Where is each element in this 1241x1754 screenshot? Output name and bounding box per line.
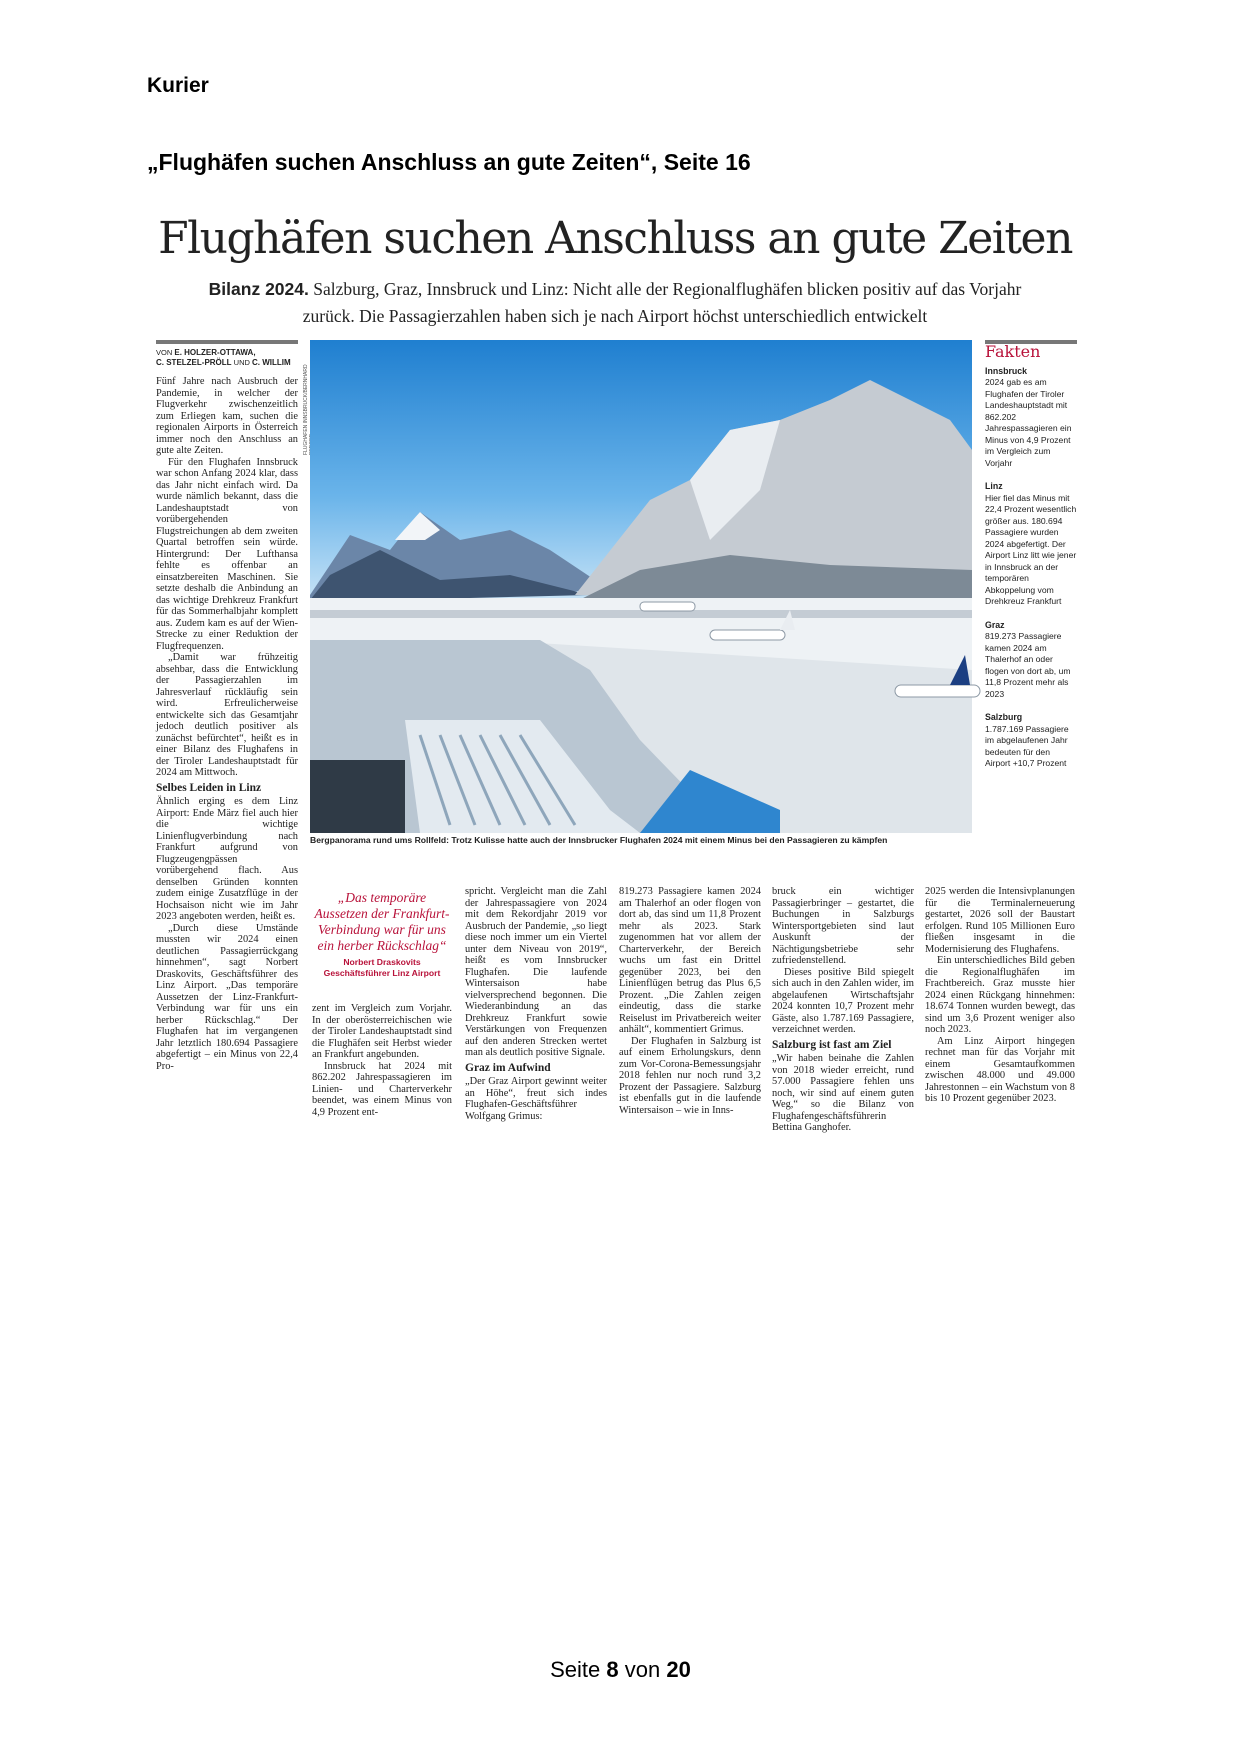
article-column-1	[156, 376, 298, 1072]
facts-text: 819.273 Passagiere kamen 2024 am Thalerhof an oder flogen von dort ab, um 11,8 Prozent mehr als 2023	[985, 631, 1071, 699]
photo-credit: FLUGHAFEN INNSBRUCK/BERNHARD	[303, 364, 309, 455]
byline-author: C. WILLIM	[252, 358, 291, 367]
article-headline: Flughäfen suchen Anschluss an gute Zeiten	[158, 213, 1072, 264]
article-column-3	[465, 886, 607, 1122]
facts-heading: Graz	[985, 619, 1005, 630]
subheading: Selbes Leiden in Linz	[156, 781, 262, 794]
facts-text: 2024 gab es am Flughafen der Tiroler Landeshauptstadt mit 862.202 Jahrespassagieren ein Minus von 4,9 Prozent im Vergleich zum Vorjahr	[985, 377, 1072, 468]
paragraph: „Damit war frühzeitig absehbar, dass die Entwicklung der Passagierzahlen im Jahresverlauf rückläufig sein wird. Erfreulicherweise entwickelte sich das Gesamtjahr jedoch deutlich positiver als zunächst befürchtet“, heißt es in einer Bilanz des Flughafens in der Tiroler Landeshauptstadt für 2024 am Mittwoch.	[156, 652, 298, 778]
quote-role: Geschäftsführer Linz Airport	[323, 968, 441, 978]
page-total: 20	[666, 1657, 691, 1682]
article-subline	[190, 276, 1040, 330]
page-mid: von	[624, 1657, 661, 1682]
facts-heading: Innsbruck	[985, 365, 1028, 376]
paragraph: Fünf Jahre nach Ausbruch der Pandemie, in welcher der Flugverkehr zwischenzeitlich zum Erliegen kam, suchen die regionalen Airports in Österreich immer noch den Anschluss an gute alte Zeiten.	[156, 376, 298, 456]
subheading: Salzburg ist fast am Ziel	[772, 1038, 892, 1051]
quote-text: „Das temporäre Aussetzen der Frankfurt-Verbindung war für uns ein herber Rückschlag“	[314, 890, 450, 953]
paragraph: „Durch diese Umstände mussten wir 2024 einen deutlichen Passagierrückgang hinnehmen“, sagt Norbert Draskovits, Geschäftsführer des Linz Airport. „Das temporäre Aussetzen der Linz-Frankfurt-Verbindung war für uns ein herber Rückschlag.“ Der Flughafen hat im vergangenen Jahr letztlich 180.694 Passagiere abgefertigt – ein Minus von 22,4 Pro-	[156, 922, 298, 1072]
page-prefix: Seite	[550, 1657, 601, 1682]
paragraph: spricht. Vergleicht man die Zahl der Jahrespassagiere von 2024 mit dem Rekordjahr 2019 vor Ausbruch der Pandemie, „so liegt diese noch immer um ein Viertel unter dem Niveau von 2019“, heißt es vom Innsbrucker Flughafen. Die laufende Wintersaison habe vielversprechend begonnen. Die Wiederanbindung an das Drehkreuz Frankfurt sowie Verstärkungen von Frequenzen auf den anderen Strecken wertet man als deutlich positive Signale.	[465, 886, 607, 1058]
pull-quote	[312, 890, 452, 979]
paragraph: Ein unterschiedliches Bild geben die Regionalflughäfen im Frachtbereich. Graz musste hier 2024 einen Rückgang hinnehmen: 18.674 Tonnen wurden bewegt, das sind um 3,6 Prozent weniger also noch 2023.	[925, 955, 1075, 1035]
paragraph: zent im Vergleich zum Vorjahr. In der oberösterreichischen wie der Tiroler Landeshauptstadt sind die Flughäfen seit Herbst wieder an Frankfurt angebunden.	[312, 1003, 452, 1060]
article-column-4	[619, 886, 761, 1116]
facts-heading: Salzburg	[985, 712, 1023, 722]
facts-box	[985, 340, 1077, 782]
paragraph: „Wir haben beinahe die Zahlen von 2018 wieder erreicht, rund 57.000 Passagiere fehlen uns noch, wir sind auf einem guten Weg,“ so die Bilanz von Flughafengeschäftsführerin Bettina Ganghofer.	[772, 1053, 914, 1133]
paragraph: 2025 werden die Intensivplanungen für die Terminalerneuerung gestartet, 2026 soll der Baustart erfolgen. Rund 105 Millionen Euro fließen insgesamt in die Modernisierung des Flughafens.	[925, 886, 1075, 955]
paragraph: bruck ein wichtiger Passagierbringer – gestartet, die Buchungen in Salzburgs Wintersportgebieten sind laut Auskunft der Nächtigungsbetriebe sehr zufriedenstellend.	[772, 886, 914, 966]
paragraph: Der Flughafen in Salzburg ist auf einem Erholungskurs, denn zum Vor-Corona-Bemessungsjahr 2018 fehlen nur noch rund 3,2 Prozent der Passagiere. Salzburg ist ebenfalls gut in die laufende Wintersaison – wie in Inns-	[619, 1035, 761, 1116]
byline-author: E. HOLZER-OTTAWA,	[174, 348, 256, 357]
kicker: Bilanz 2024.	[208, 279, 309, 299]
photo-caption: Bergpanorama rund ums Rollfeld: Trotz Kulisse hatte auch der Innsbrucker Flughafen 2024 mit einem Minus bei den Passagieren zu kämpfen	[310, 835, 888, 845]
source-label: Kurier	[147, 74, 209, 97]
document-title: „Flughäfen suchen Anschluss an gute Zeiten“, Seite 16	[147, 149, 751, 175]
innsbruck-airport-image	[310, 340, 972, 833]
article-column-6	[925, 886, 1075, 1105]
byline-von: VON	[156, 348, 173, 357]
facts-text: Hier fiel das Minus mit 22,4 Prozent wesentlich größer aus. 180.694 Passagiere wurden 2024 abgefertigt. Der Airport Linz litt wie jener in Innsbruck an der temporären Abkoppelung vom Drehkreuz Frankfurt	[985, 492, 1077, 606]
paragraph: Ähnlich erging es dem Linz Airport: Ende März fiel auch hier die wichtige Linienflugverbindung nach Frankfurt aufgrund von Flugzeugengpässen vorübergehend flach. Aus denselben Gründen konnten zudem einige Zusatzflüge in der Hochsaison nicht wie im Jahr 2023 angeboten werden, heißt es.	[156, 796, 298, 922]
byline-und: UND	[233, 358, 250, 367]
paragraph: Am Linz Airport hingegen rechnet man für das Vorjahr mit einem Gesamtaufkommen zwischen 48.000 und 49.000 Jahrestonnen – ein Wachstum von 8 bis 10 Prozent gegenüber 2023.	[925, 1035, 1075, 1104]
facts-title: Fakten	[985, 342, 1041, 361]
paragraph: „Der Graz Airport gewinnt weiter an Höhe“, freut sich indes Flughafen-Geschäftsführer Wolfgang Grimus:	[465, 1076, 607, 1122]
column-rule	[156, 340, 298, 344]
subline-text: Salzburg, Graz, Innsbruck und Linz: Nicht alle der Regionalflughäfen blicken positiv auf das Vorjahr zurück. Die Passagierzahlen haben sich je nach Airport höchst unterschiedlich entwickelt	[302, 279, 1022, 326]
quote-author: Norbert Draskovits	[343, 957, 421, 967]
paragraph: 819.273 Passagiere kamen 2024 am Thalerhof an oder flogen von dort ab, das sind um 11,8 Prozent mehr als 2023. Stark zugenommen hat vor allem der Charterverkehr, der Bereich wuchs um fast ein Drittel gegenüber 2023, bei den Linienflügen betrug das Plus 6,5 Prozent. „Die Zahlen zeigen eindeutig, dass die starke Reiselust im Privatbereich weiter anhält“, kommentiert Grimus.	[619, 886, 761, 1035]
subheading: Graz im Aufwind	[465, 1061, 551, 1074]
facts-heading: Linz	[985, 481, 1003, 491]
page-current: 8	[606, 1657, 619, 1682]
article-column-5	[772, 886, 914, 1134]
byline	[156, 348, 301, 368]
airport-photo	[310, 340, 972, 833]
page-number	[0, 1657, 1241, 1683]
paragraph: Für den Flughafen Innsbruck war schon Anfang 2024 klar, dass das Jahr nicht einfach wird. Da wurde nämlich bekannt, dass die Landeshauptstadt von vorübergehenden Flugstreichungen ab dem zweiten Quartal betroffen sein würde. Hintergrund: Der Lufthansa fehlte es offenbar an einsatzbereiten Maschinen. Sie setzte deshalb die Anbindung an das wichtige Drehkreuz Frankfurt für das Sommerhalbjahr komplett aus. Zudem kam es auf der Wien-Strecke zu einer Reduktion der Flugfrequenzen.	[156, 456, 298, 652]
paragraph: Innsbruck hat 2024 mit 862.202 Jahrespassagieren im Linien- und Charterverkehr beendet, was einem Minus von 4,9 Prozent ent-	[312, 1060, 452, 1118]
byline-author: C. STELZEL-PRÖLL	[156, 358, 232, 367]
facts-text: 1.787.169 Passagiere im abgelaufenen Jahr bedeuten für den Airport +10,7 Prozent	[985, 723, 1069, 768]
article-column-2	[312, 1003, 452, 1118]
paragraph: Dieses positive Bild spiegelt sich auch in den Zahlen wider, im abgelaufenen Wirtschaftsjahr 2024 konnten 10,7 Prozent mehr Gäste, also 1.787.169 Passagiere, verzeichnet werden.	[772, 966, 914, 1035]
